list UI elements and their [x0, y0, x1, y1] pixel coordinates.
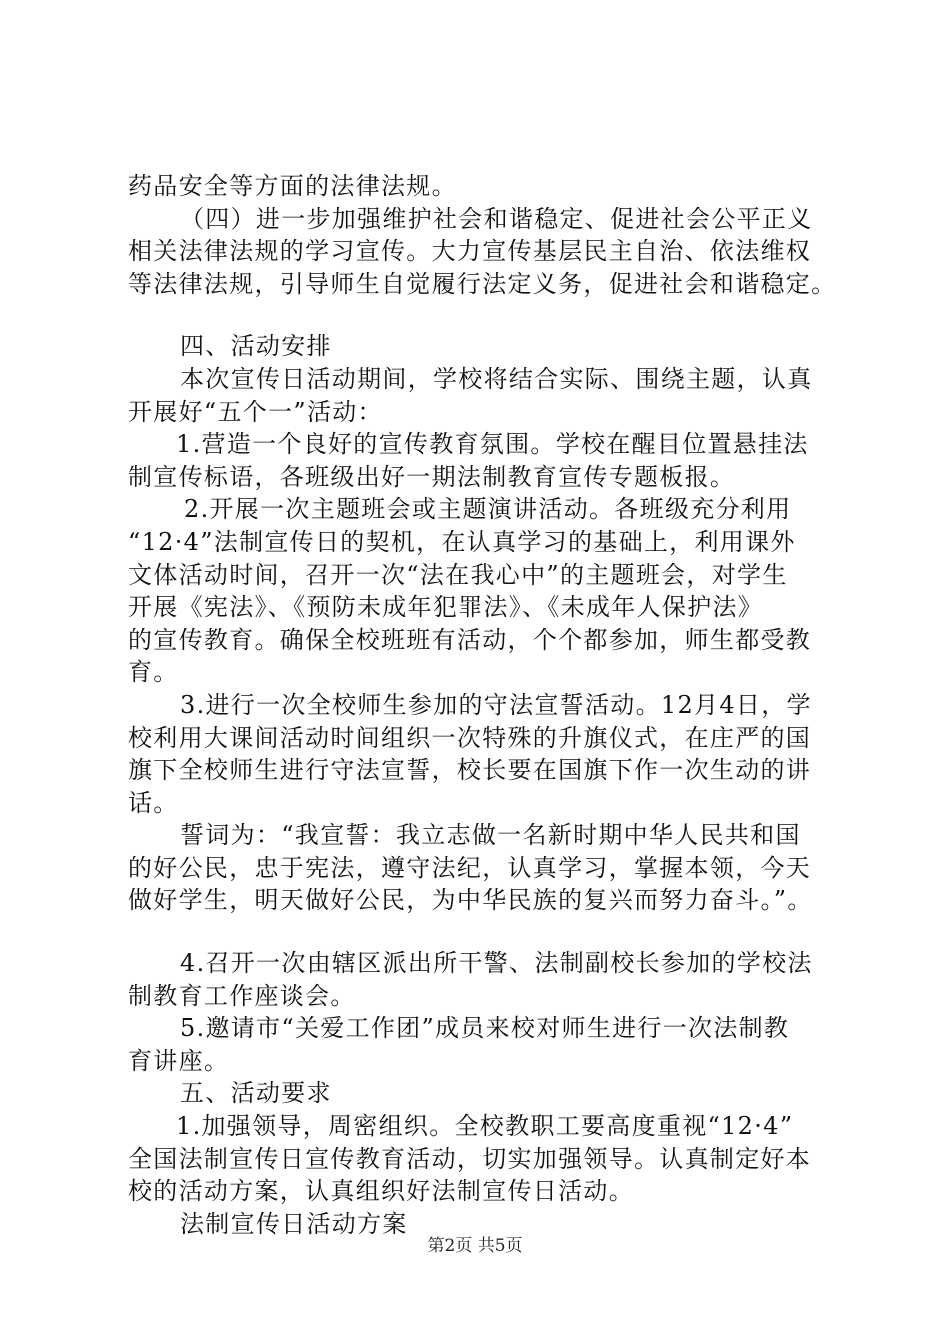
- paragraph-gap: [128, 300, 828, 330]
- text-line: 3.进行一次全校师生参加的守法宣誓活动。12月4日，学: [180, 690, 812, 719]
- section-heading: 五、活动要求: [180, 1079, 332, 1108]
- text-line: 1.营造一个良好的宣传教育氛围。学校在醒目位置悬挂法: [176, 430, 809, 459]
- text-line: 2.开展一次主题班会或主题演讲活动。各班级充分利用: [184, 495, 792, 524]
- text-line: 等法律法规，引导师生自觉履行法定义务，促进社会和谐稳定。: [128, 269, 837, 298]
- text-line: 的好公民，忠于宪法，遵守法纪，认真学习，掌握本领，今天: [128, 853, 812, 882]
- text-line: 育。: [128, 658, 179, 687]
- text-line: 校的活动方案，认真组织好法制宣传日活动。: [128, 1177, 634, 1206]
- text-line: 校利用大课间活动时间组织一次特殊的升旗仪式，在庄严的国: [128, 723, 812, 752]
- text-line: 开展《宪法》、《预防未成年犯罪法》、《未成年人保护法》: [128, 593, 764, 622]
- text-line: 话。: [128, 788, 179, 817]
- text-line: 法制宣传日活动方案: [180, 1209, 408, 1238]
- text-line: 文体活动时间，召开一次“法在我心中”的主题班会，对学生: [128, 560, 788, 589]
- text-line: 旗下全校师生进行守法宣誓，校长要在国旗下作一次生动的讲: [128, 756, 812, 785]
- text-line: 1.加强领导，周密组织。全校教职工要高度重视“12·4”: [176, 1112, 794, 1141]
- text-line: 誓词为：“我宣誓：我立志做一名新时期中华人民共和国: [180, 821, 801, 850]
- text-line: “12·4”法制宣传日的契机，在认真学习的基础上，利用课外: [128, 527, 796, 556]
- text-line: 育讲座。: [128, 1046, 230, 1075]
- text-line: 相关法律法规的学习宣传。大力宣传基层民主自治、依法维权: [128, 237, 812, 266]
- section-heading: 四、活动安排: [180, 332, 332, 361]
- text-line: 的宣传教育。确保全校班班有活动，个个都参加，师生都受教: [128, 625, 812, 654]
- document-body: [128, 170, 837, 1240]
- paragraph-gap: [128, 917, 828, 947]
- text-line: 4.召开一次由辖区派出所干警、法制副校长参加的学校法: [180, 949, 813, 978]
- text-line: 做好学生，明天做好公民，为中华民族的复兴而努力奋斗。”。: [128, 886, 813, 915]
- text-line: 开展好“五个一”活动：: [128, 397, 383, 426]
- text-line: 制宣传标语，各班级出好一期法制教育宣传专题板报。: [128, 462, 736, 491]
- text-line: 全国法制宣传日宣传教育活动，切实加强领导。认真制定好本: [128, 1144, 812, 1173]
- text-line: 药品安全等方面的法律法规。: [128, 172, 457, 200]
- text-line: 5.邀请市“关爱工作团”成员来校对师生进行一次法制教: [180, 1014, 790, 1043]
- text-line: （四）进一步加强维护社会和谐稳定、促进社会公平正义: [180, 204, 813, 233]
- text-line: 制教育工作座谈会。: [128, 981, 356, 1010]
- page-number-footer: 第2页 共5页: [427, 1236, 523, 1256]
- text-line: 本次宣传日活动期间，学校将结合实际、围绕主题，认真: [180, 364, 813, 393]
